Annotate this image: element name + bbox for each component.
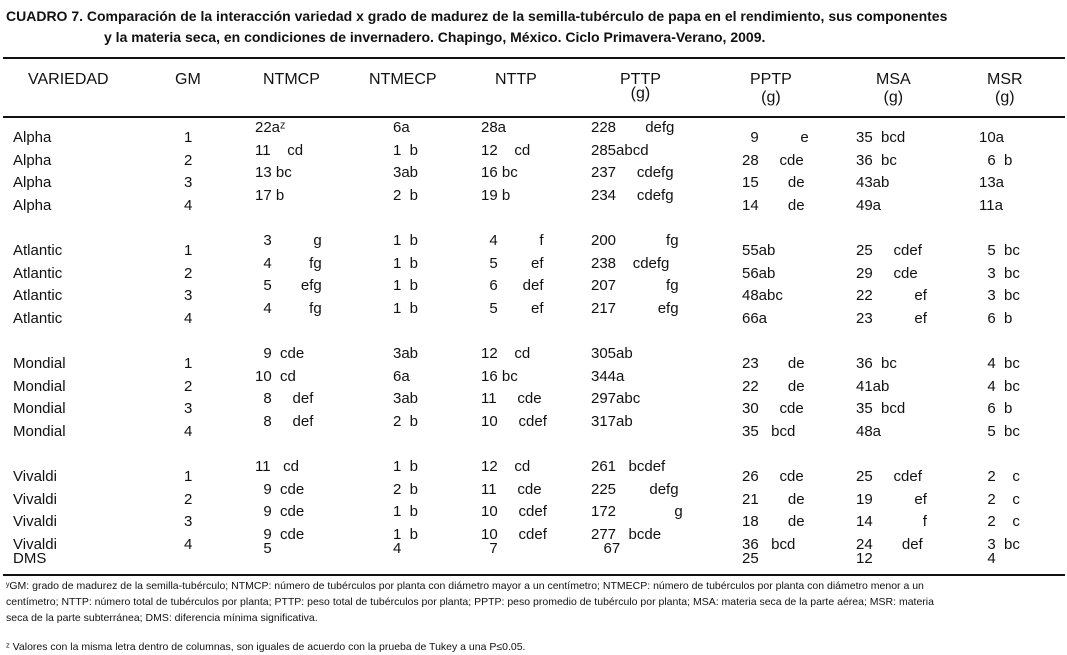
- gm-cell: 3: [184, 174, 193, 192]
- nttp-cell: 5 ef: [481, 300, 544, 318]
- nttp-cell: 11 cde: [481, 390, 542, 408]
- header-pptp-unit: (g): [761, 89, 781, 106]
- msa-cell: 36 bc: [856, 355, 897, 372]
- gm-cell: 1: [184, 355, 193, 372]
- msr-cell: 3 bc: [979, 536, 1020, 554]
- variedad-cell: Mondial: [13, 423, 66, 441]
- msa-cell: 48a: [856, 423, 882, 441]
- ntmecp-cell: 1 b: [393, 458, 419, 475]
- pttp-cell: 317ab: [591, 413, 633, 431]
- pptp-cell: 9 e: [742, 129, 809, 146]
- gm-cell: 4: [184, 536, 193, 554]
- pttp-cell: 305ab: [591, 345, 633, 362]
- msr-cell: 3 bc: [979, 287, 1020, 305]
- header-ntmecp: NTMECP: [369, 71, 437, 88]
- msr-cell: 6 b: [979, 151, 1013, 169]
- ntmecp-cell: 1 b: [393, 254, 419, 272]
- pttp-cell: 237 cdefg: [591, 164, 674, 182]
- msa-cell: 43ab: [856, 174, 890, 192]
- gm-cell: 2: [184, 264, 193, 282]
- variedad-cell: Vivaldi: [13, 536, 57, 554]
- pptp-cell: 30 cde: [742, 400, 804, 418]
- pttp-cell: 344a: [591, 367, 625, 385]
- ntmecp-cell: 2 b: [393, 480, 419, 498]
- ntmecp-cell: 1 b: [393, 503, 419, 521]
- pttp-cell: 200 fg: [591, 232, 679, 249]
- ntmecp-cell: 1 b: [393, 300, 419, 318]
- pttp-cell: 238 cdefg: [591, 254, 670, 272]
- header-msa-label: MSA: [876, 71, 911, 88]
- footnote-abbreviations-3: seca de la parte subterránea; DMS: diferencia mínima significativa.: [6, 612, 318, 624]
- header-variedad: VARIEDAD: [28, 71, 109, 88]
- header-msa-unit: (g): [883, 89, 904, 106]
- nttp-cell: 12 cd: [481, 458, 531, 475]
- msr-cell: 5 bc: [979, 423, 1020, 441]
- pptp-cell: 56ab: [742, 264, 776, 282]
- msa-cell: 36 bc: [856, 151, 897, 169]
- msr-cell: 3 bc: [979, 264, 1020, 282]
- pptp-cell: 14 de: [742, 197, 805, 215]
- gm-cell: 2: [184, 377, 193, 395]
- ntmcp-cell: 8 def: [255, 390, 314, 408]
- pttp-cell: 172 g: [591, 503, 683, 521]
- msa-cell: 25 cdef: [856, 468, 922, 485]
- msa-cell: 23 ef: [856, 310, 927, 328]
- header-pttp-label: PTTP: [620, 71, 661, 88]
- nttp-cell: 16 bc: [481, 367, 518, 385]
- variedad-cell: Alpha: [13, 197, 52, 215]
- gm-cell: 4: [184, 310, 193, 328]
- msa-cell: 35 bcd: [856, 400, 906, 418]
- pptp-cell: 26 cde: [742, 468, 804, 485]
- ntmcp-cell: 3 g: [255, 232, 322, 249]
- msr-cell: 2 c: [979, 513, 1020, 531]
- variedad-cell: Atlantic: [13, 242, 63, 259]
- top-rule: [3, 57, 1065, 59]
- pptp-cell: 36 bcd: [742, 536, 796, 554]
- ntmcp-cell: 5 efg: [255, 277, 322, 295]
- nttp-cell: 19 b: [481, 187, 511, 205]
- ntmecp-cell: 2 b: [393, 413, 419, 431]
- pttp-cell: 234 cdefg: [591, 187, 674, 205]
- header-rule: [3, 116, 1065, 118]
- msa-cell: 35 bcd: [856, 129, 906, 146]
- gm-cell: 3: [184, 287, 193, 305]
- gm-cell: 2: [184, 490, 193, 508]
- variedad-cell: Atlantic: [13, 287, 63, 305]
- ntmcp-cell: 10 cd: [255, 367, 296, 385]
- msr-cell: 6 b: [979, 400, 1013, 418]
- ntmcp-cell: 9 cde: [255, 503, 305, 521]
- pptp-cell: 48abc: [742, 287, 783, 305]
- ntmecp-cell: 1 b: [393, 277, 419, 295]
- pptp-cell: 21 de: [742, 490, 805, 508]
- variedad-cell: Atlantic: [13, 264, 63, 282]
- msa-cell: 24 def: [856, 536, 923, 554]
- ntmecp-cell: 2 b: [393, 187, 419, 205]
- gm-cell: 3: [184, 400, 193, 418]
- header-gm: GM: [175, 71, 201, 88]
- ntmecp-cell: 3ab: [393, 390, 419, 408]
- pttp-cell: 261 bcdef: [591, 458, 666, 475]
- caption-line-2: y la materia seca, en condiciones de invernadero. Chapingo, México. Ciclo Primavera-Verano, 2009.: [104, 29, 766, 45]
- bottom-rule: [3, 574, 1065, 576]
- gm-cell: 1: [184, 468, 193, 485]
- msr-cell: 4: [979, 549, 996, 567]
- variedad-cell: Vivaldi: [13, 468, 57, 485]
- footnote-abbreviations-1: ʸGM: grado de madurez de la semilla-tubérculo; NTMCP: número de tubérculos por planta con diámetro mayor a un centímetro; NTMECP: número de tubérculos por planta con diámetro menor a un: [6, 580, 924, 592]
- ntmcp-cell: 4 fg: [255, 300, 322, 318]
- ntmecp-cell: 6a: [393, 119, 410, 136]
- nttp-cell: 4 f: [481, 232, 544, 249]
- ntmcp-cell: 22aᶻ: [255, 119, 286, 136]
- ntmecp-cell: 1 b: [393, 526, 419, 544]
- gm-cell: 4: [184, 423, 193, 441]
- nttp-cell: 6 def: [481, 277, 544, 295]
- pttp-cell: 297abc: [591, 390, 641, 408]
- pptp-cell: 22 de: [742, 377, 805, 395]
- pptp-cell: 66a: [742, 310, 768, 328]
- variedad-cell: Atlantic: [13, 310, 63, 328]
- pptp-cell: 18 de: [742, 513, 805, 531]
- msr-cell: 13a: [979, 174, 1005, 192]
- ntmcp-cell: 5: [255, 539, 272, 557]
- msa-cell: 22 ef: [856, 287, 927, 305]
- nttp-cell: 10 cdef: [481, 413, 547, 431]
- ntmcp-cell: 4 fg: [255, 254, 322, 272]
- variedad-cell: Vivaldi: [13, 513, 57, 531]
- pptp-cell: 35 bcd: [742, 423, 796, 441]
- msr-cell: 4 bc: [979, 377, 1020, 395]
- ntmecp-cell: 1 b: [393, 232, 419, 249]
- ntmcp-cell: 9 cde: [255, 526, 305, 544]
- header-msr-label: MSR: [987, 71, 1023, 88]
- table-caption: [6, 6, 1062, 48]
- variedad-cell: Alpha: [13, 151, 52, 169]
- msa-cell: 25 cdef: [856, 242, 922, 259]
- nttp-cell: 12 cd: [481, 141, 531, 159]
- msr-cell: 2 c: [979, 490, 1020, 508]
- msa-cell: 14 f: [856, 513, 927, 531]
- header-msr-unit: (g): [995, 89, 1015, 106]
- ntmcp-cell: 11 cd: [255, 458, 299, 475]
- msa-cell: 12: [856, 549, 873, 567]
- msr-cell: 10a: [979, 129, 1005, 146]
- nttp-cell: 7: [481, 539, 498, 557]
- pttp-cell: 225 defg: [591, 480, 679, 498]
- nttp-cell: 28a: [481, 119, 507, 136]
- msr-cell: 2 c: [979, 468, 1020, 485]
- footnote-tukey: ᶻ Valores con la misma letra dentro de columnas, son iguales de acuerdo con la prueba de Tukey a una P≤0.05.: [6, 641, 526, 653]
- pttp-cell: 228 defg: [591, 119, 675, 136]
- pttp-cell: 207 fg: [591, 277, 679, 295]
- msa-cell: 49a: [856, 197, 882, 215]
- gm-cell: 1: [184, 242, 193, 259]
- gm-cell: 3: [184, 513, 193, 531]
- header-msr: [987, 71, 1023, 107]
- msr-cell: 6 b: [979, 310, 1013, 328]
- header-ntmcp: NTMCP: [263, 71, 320, 88]
- gm-cell: 4: [184, 197, 193, 215]
- nttp-cell: 12 cd: [481, 345, 531, 362]
- pttp-cell: 217 efg: [591, 300, 679, 318]
- ntmcp-cell: 9 cde: [255, 480, 305, 498]
- ntmecp-cell: 3ab: [393, 345, 419, 362]
- ntmecp-cell: 1 b: [393, 141, 419, 159]
- header-pttp: [620, 71, 661, 103]
- nttp-cell: 5 ef: [481, 254, 544, 272]
- caption-line-1: CUADRO 7. Comparación de la interacción variedad x grado de madurez de la semilla-tubérculo de papa en el rendimiento, sus componentes: [6, 8, 948, 24]
- gm-cell: 1: [184, 129, 193, 146]
- ntmcp-cell: 8 def: [255, 413, 314, 431]
- header-pptp-label: PPTP: [750, 71, 792, 88]
- variedad-cell: Alpha: [13, 174, 52, 192]
- variedad-cell: Mondial: [13, 377, 66, 395]
- pptp-cell: 15 de: [742, 174, 805, 192]
- header-nttp: NTTP: [495, 71, 537, 88]
- nttp-cell: 10 cdef: [481, 526, 547, 544]
- pttp-cell: 285abcd: [591, 141, 649, 159]
- footnote-abbreviations-2: centímetro; NTTP: número total de tubérculos por planta; PTTP: peso total de tubérculos por planta; PPTP: peso promedio de tubérculo por planta; MSA: materia seca de la parte aérea; MSR: materia: [6, 596, 934, 608]
- header-pptp: [750, 71, 792, 107]
- nttp-cell: 11 cde: [481, 480, 542, 498]
- pttp-cell: 67: [591, 539, 621, 557]
- pptp-cell: 23 de: [742, 355, 805, 372]
- variedad-cell: DMS: [13, 549, 47, 567]
- variedad-cell: Alpha: [13, 129, 52, 146]
- pptp-cell: 25: [742, 549, 759, 567]
- msr-cell: 4 bc: [979, 355, 1020, 372]
- ntmecp-cell: 4: [393, 539, 402, 557]
- variedad-cell: Vivaldi: [13, 490, 57, 508]
- msa-cell: 41ab: [856, 377, 890, 395]
- ntmcp-cell: 9 cde: [255, 345, 305, 362]
- ntmecp-cell: 3ab: [393, 164, 419, 182]
- pptp-cell: 55ab: [742, 242, 776, 259]
- ntmcp-cell: 11 cd: [255, 141, 304, 159]
- header-pttp-unit: (g): [630, 85, 651, 102]
- gm-cell: 2: [184, 151, 193, 169]
- msr-cell: 5 bc: [979, 242, 1020, 259]
- header-msa: [876, 71, 911, 107]
- ntmcp-cell: 17 b: [255, 187, 285, 205]
- footnotes: [6, 578, 1062, 655]
- variedad-cell: Mondial: [13, 400, 66, 418]
- pttp-cell: 277 bcde: [591, 526, 662, 544]
- nttp-cell: 16 bc: [481, 164, 518, 182]
- variedad-cell: Mondial: [13, 355, 66, 372]
- pptp-cell: 28 cde: [742, 151, 804, 169]
- msa-cell: 19 ef: [856, 490, 927, 508]
- msr-cell: 11a: [979, 197, 1003, 215]
- ntmcp-cell: 13 bc: [255, 164, 292, 182]
- ntmecp-cell: 6a: [393, 367, 410, 385]
- msa-cell: 29 cde: [856, 264, 918, 282]
- nttp-cell: 10 cdef: [481, 503, 547, 521]
